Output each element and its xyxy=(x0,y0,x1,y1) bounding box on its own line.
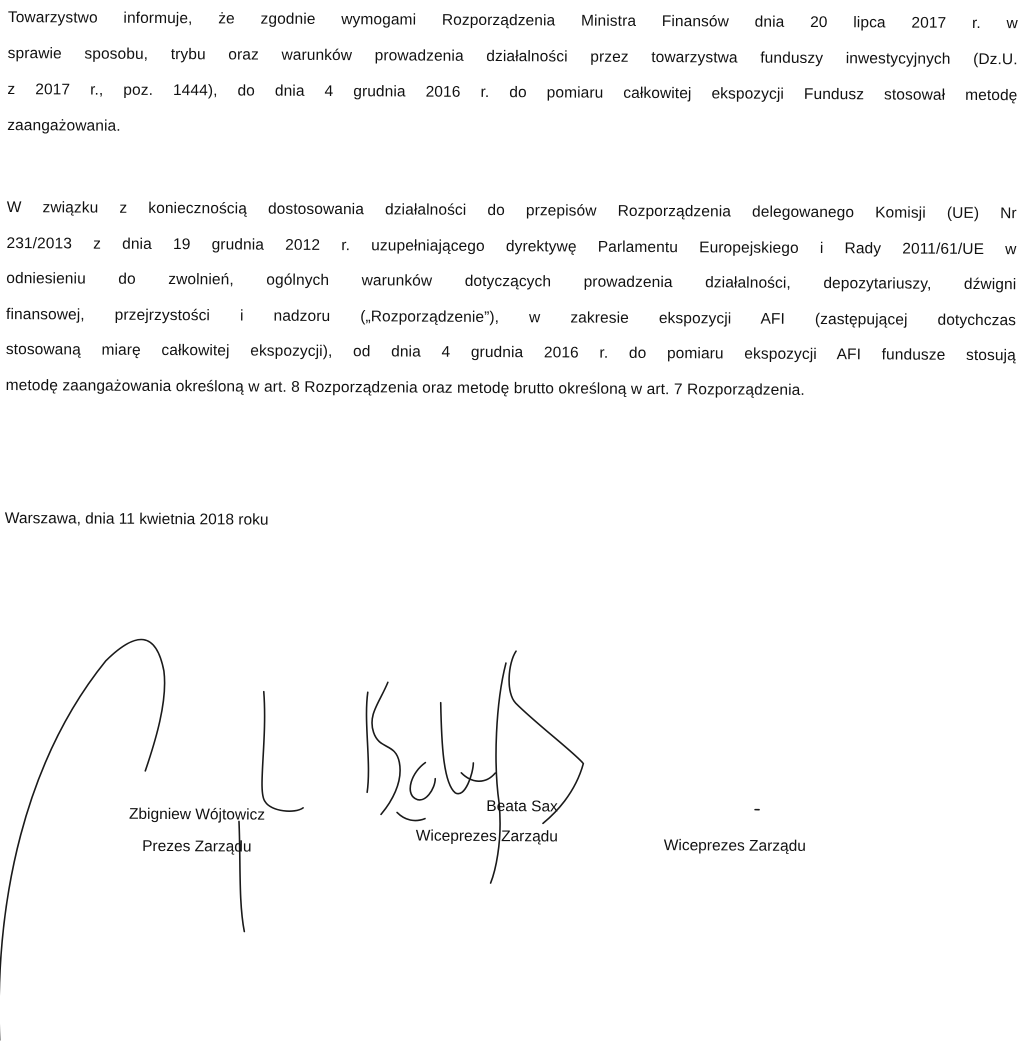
signatory-role: Wiceprezes Zarządu xyxy=(663,837,806,855)
signature-2-stroke xyxy=(461,773,495,781)
paragraph-line: metodę zaangażowania określoną w art. 8 Rozporządzenia oraz metodę brutto określoną w art. 7 Rozporządzenia. xyxy=(5,376,805,399)
signatory-1 xyxy=(107,801,287,864)
place-and-date: Warszawa, dnia 11 kwietnia 2018 roku xyxy=(4,510,269,529)
signatory-name: Beata Sax xyxy=(486,797,558,816)
signatory-3 xyxy=(635,832,835,863)
signatory-role: Wiceprezes Zarządu xyxy=(415,827,559,846)
signatory-name: Zbigniew Wójtowicz xyxy=(128,805,266,824)
signatory-role: Prezes Zarządu xyxy=(142,837,252,856)
paragraph-regulation-adaptation xyxy=(6,194,1017,413)
signature-2-stroke xyxy=(440,703,474,794)
paragraph-line: Towarzystwo informuje, że zgodnie wymogami Rozporządzenia Ministra Finansów dnia 20 lipca 2017 r. w xyxy=(7,9,1018,33)
paragraph-line: W związku z koniecznością dostosowania działalności do przepisów Rozporządzenia delegowanego Komisji (UE) Nr xyxy=(6,199,1017,223)
paragraph-line: sprawie sposobu, trybu oraz warunków prowadzenia działalności przez towarzystwa funduszy inwestycyjnych (Dz.U. xyxy=(7,45,1018,69)
paragraph-exposure-method xyxy=(7,4,1018,154)
paragraph-line: zaangażowania. xyxy=(7,117,121,135)
paragraph-line: stosowaną miarę całkowitej ekspozycji), od dnia 4 grudnia 2016 r. do pomiaru ekspozycji AFI fundusze stosują xyxy=(5,341,1016,365)
signature-1-stroke xyxy=(262,692,304,812)
paragraph-line: 231/2013 z dnia 19 grudnia 2012 r. uzupełniającego dyrektywę Parlamentu Europejskiego i Rady 2011/61/UE w xyxy=(6,234,1017,258)
paragraph-line: finansowej, przejrzystości i nadzoru („Rozporządzenie”), w zakresie ekspozycji AFI (zastępującej dotychczas xyxy=(6,305,1017,329)
signature-2-stroke xyxy=(366,692,369,792)
signatory-2 xyxy=(387,792,587,853)
paragraph-line: z 2017 r., poz. 1444), do dnia 4 grudnia 2016 r. do pomiaru całkowitej ekspozycji Fundusz stosował metodę xyxy=(7,81,1018,105)
paragraph-line: odniesieniu do zwolnień, ogólnych warunków dotyczących prowadzenia działalności, depozytariuszy, dźwigni xyxy=(6,270,1017,294)
